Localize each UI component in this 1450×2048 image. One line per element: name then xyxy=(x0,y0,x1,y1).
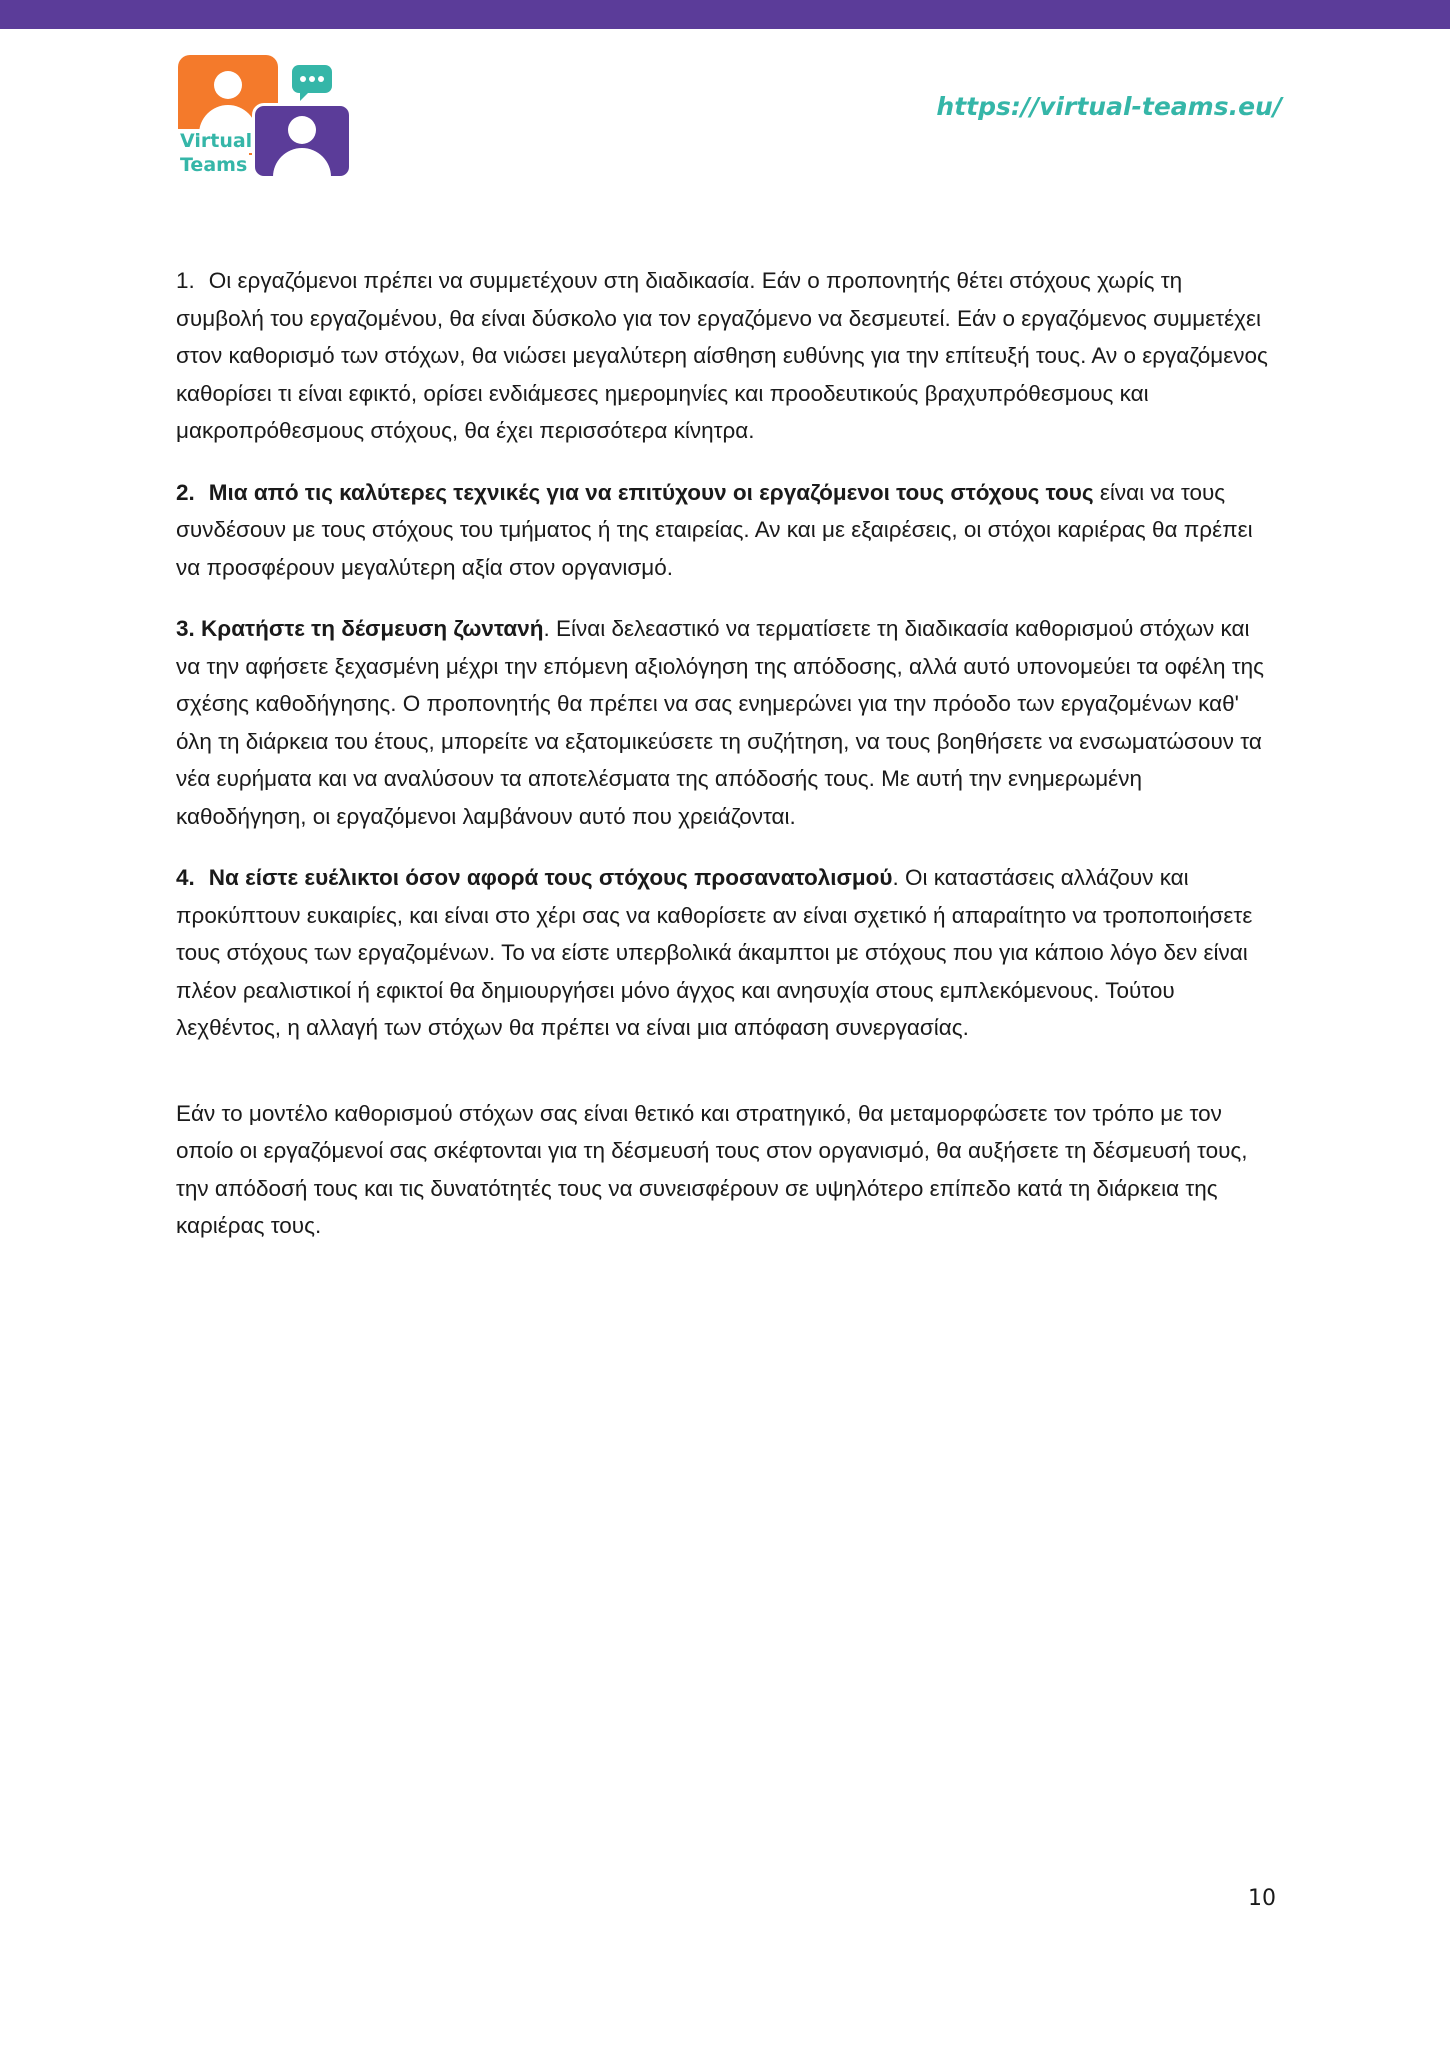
paragraph-number: 1. xyxy=(176,268,195,293)
paragraph-number: 4. xyxy=(176,865,195,890)
paragraph-number: 2. xyxy=(176,479,195,505)
top-bar xyxy=(0,0,1450,29)
chat-bubble-icon xyxy=(292,65,332,93)
document-body xyxy=(176,262,1276,1269)
paragraph-text: . Είναι δελεαστικό να τερματίσετε τη διαδικασία καθορισμού στόχων και να την αφήσετε ξεχασμένη μέχρι την επόμενη αξιολόγηση της απόδοσης, αλλά αυτό υπονομεύει τα οφέλη της σχέσης καθοδήγησης. Ο προπονητής θα πρέπει να σας ενημερώνει για την πρόοδο των εργαζομένων καθ' όλη τη διάρκεια του έτους, μπορείτε να εξατομικεύσετε τη συζήτηση, να τους βοηθήσετε να ενσωματώσουν τα νέα ευρήματα και να αναλύσουν τα αποτελέσματα της απόδοσής τους. Με αυτή την ενημερωμένη καθοδήγηση, οι εργαζόμενοι λαμβάνουν αυτό που χρειάζονται. xyxy=(176,616,1264,829)
paragraph-text: είναι να τους συνδέσουν με τους στόχους του τμήματος ή της εταιρείας. Αν και με εξαιρέσεις, οι στόχοι καριέρας θα πρέπει να προσφέρουν μεγαλύτερη αξία στον οργανισμό. xyxy=(176,479,1253,580)
paragraph-bold-lead: Κρατήστε τη δέσμευση ζωντανή xyxy=(201,616,544,641)
paragraph-text: . Οι καταστάσεις αλλάζουν και προκύπτουν ευκαιρίες, και είναι στο χέρι σας να καθορίσετε αν είναι σχετικό ή απαραίτητο να τροποποιήσετε τους στόχους των εργαζομένων. Το να είστε υπερβολικά άκαμπτοι με στόχους που για κάποιο λόγο δεν είναι πλέον ρεαλιστικοί ή εφικτοί θα δημιουργήσει μόνο άγχος και ανησυχία στους εμπλεκόμενους. Τούτου λεχθέντος, η αλλαγή των στόχων θα πρέπει να είναι μια απόφαση συνεργασίας. xyxy=(176,865,1253,1040)
paragraph-text: Οι εργαζόμενοι πρέπει να συμμετέχουν στη διαδικασία. Εάν ο προπονητής θέτει στόχους χωρίς τη συμβολή του εργαζομένου, θα είναι δύσκολο για τον εργαζόμενο να δεσμευτεί. Εάν ο εργαζόμενος συμμετέχει στον καθορισμό των στόχων, θα νιώσει μεγαλύτερη αίσθηση ευθύνης για την επίτευξή τους. Αν ο εργαζόμενος καθορίσει τι είναι εφικτό, ορίσει ενδιάμεσες ημερομηνίες και προοδευτικούς βραχυπρόθεσμους και μακροπρόθεσμους στόχους, θα έχει περισσότερα κίνητρα. xyxy=(176,268,1268,443)
paragraph-2 xyxy=(176,474,1276,587)
logo-line-1: Virtual xyxy=(180,130,253,152)
paragraph-bold-lead: Να είστε ευέλικτοι όσον αφορά τους στόχους προσανατολισμού xyxy=(208,865,893,890)
person-icon xyxy=(252,103,352,179)
paragraph-number: 3. xyxy=(176,616,195,641)
page-number: 10 xyxy=(1248,1886,1276,1911)
site-url-link[interactable]: https://virtual-teams.eu/ xyxy=(936,92,1282,121)
paragraph-3 xyxy=(176,610,1276,835)
conclusion-paragraph: Εάν το μοντέλο καθορισμού στόχων σας είναι θετικό και στρατηγικό, θα μεταμορφώσετε τον τρόπο με τον οποίο οι εργαζόμενοί σας σκέφτονται για τη δέσμευσή τους στον οργανισμό, θα αυξήσετε τη δέσμευσή τους, την απόδοσή τους και τις δυνατότητές τους να συνεισφέρουν σε υψηλότερο επίπεδο κατά τη διάρκεια της καριέρας τους. xyxy=(176,1100,1248,1238)
logo-line-2: Teams xyxy=(180,154,248,176)
virtual-teams-logo xyxy=(176,53,356,179)
paragraph-4 xyxy=(176,859,1276,1047)
logo-text xyxy=(178,129,254,177)
paragraph-bold-lead: Μια από τις καλύτερες τεχνικές για να επιτύχουν οι εργαζόμενοι τους στόχους τους xyxy=(208,479,1094,505)
paragraph-1 xyxy=(176,262,1276,450)
